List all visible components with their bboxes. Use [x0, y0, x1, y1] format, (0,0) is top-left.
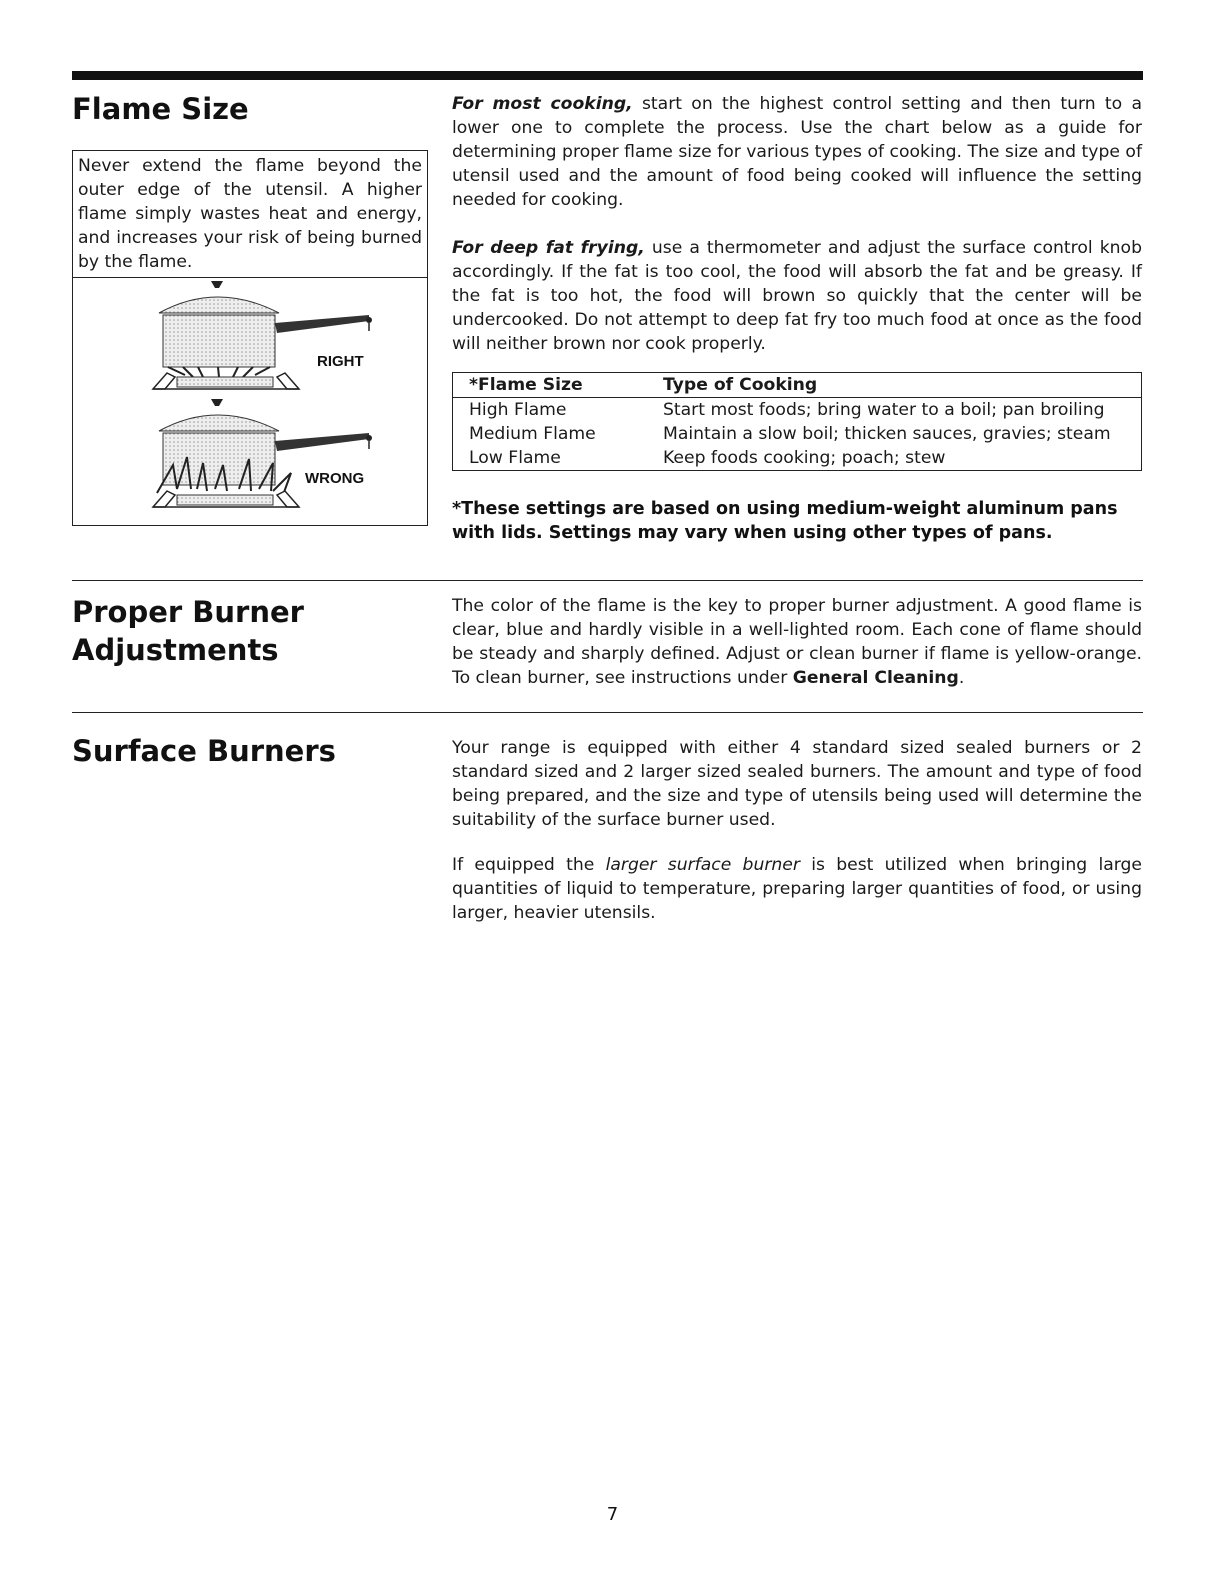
deep-fat-frying-lead: For deep fat frying,	[452, 238, 645, 258]
table-row	[453, 446, 1142, 471]
most-cooking-paragraph	[452, 92, 1142, 212]
table-cell-type-of-cooking: Maintain a slow boil; thicken sauces, gravies; steam	[663, 424, 1111, 444]
table-cell-flame-size: High Flame	[469, 400, 567, 420]
page-number: 7	[606, 1504, 619, 1525]
surface-burners-paragraph-1: Your range is equipped with either 4 standard sized sealed burners or 2 standard sized and 2 larger sized sealed burners. The amount and type of food being prepared, and the size and type of utensils being used will determine the suitability of the surface burner used.	[452, 738, 1142, 830]
general-cleaning-reference: General Cleaning	[792, 668, 959, 688]
pan-settings-note: *These settings are based on using medium-weight aluminum pans with lids. Settings may vary when using other types of pans.	[452, 499, 1118, 543]
flame-warning-text: Never extend the flame beyond the outer edge of the utensil. A higher flame simply wastes heat and energy, and increases your risk of being burned by the flame.	[73, 151, 427, 278]
section-divider	[72, 712, 1143, 713]
right-label: RIGHT	[317, 353, 364, 370]
wrong-label: WRONG	[305, 470, 365, 487]
table-cell-type-of-cooking: Start most foods; bring water to a boil; pan broiling	[663, 400, 1105, 420]
table-header-flame-size: *Flame Size	[453, 373, 664, 398]
burner-adjustments-text: The color of the flame is the key to proper burner adjustment. A good flame is clear, blue and hardly visible in a well-lighted room. Each cone of flame should be steady and sharply defined. Adjust or clean burner if flame is yellow-orange. To clean burner, see instructions under	[452, 596, 1142, 688]
table-cell-type-of-cooking: Keep foods cooking; poach; stew	[663, 448, 946, 468]
top-rule	[72, 71, 1143, 80]
surface-burners-paragraph-2	[452, 853, 1142, 925]
section-divider	[72, 580, 1143, 581]
flame-size-heading: Flame Size	[72, 92, 249, 126]
larger-surface-burner-term: larger surface burner	[605, 855, 800, 875]
burner-adjustments-paragraph	[452, 594, 1142, 690]
burner-adjustments-heading-line2: Adjustments	[72, 633, 279, 667]
burner-adjustments-heading	[72, 593, 304, 669]
table-cell-flame-size: Low Flame	[469, 448, 561, 468]
flame-size-illustration	[73, 275, 427, 525]
burner-adjustments-heading-line1: Proper Burner	[72, 595, 304, 629]
wrong-pan-illustration	[153, 399, 372, 507]
burner-adjustments-text-end: .	[958, 668, 965, 688]
most-cooking-text: start on the highest control setting and then turn to a lower one to complete the process. Use the chart below as a guide for determining proper flame size for various types of cooking. The size and type of utensil used and the amount of food being cooked will influence the setting needed for cooking.	[452, 94, 1142, 210]
deep-fat-frying-paragraph	[452, 236, 1142, 356]
deep-fat-frying-text: use a thermometer and adjust the surface control knob accordingly. If the fat is too cool, the food will absorb the fat and be greasy. If the fat is too hot, the food will brown so quickly that the center will be undercooked. Do not attempt to deep fat fry too much food at once as the food will neither brown nor cook properly.	[452, 238, 1142, 354]
surface-burners-p2-end: is best utilized when bringing large quantities of liquid to temperature, preparing larger quantities of food, or using larger, heavier utensils.	[452, 855, 1142, 923]
flame-size-table	[452, 372, 1142, 471]
table-header-row	[453, 373, 1142, 398]
right-pan-illustration	[153, 281, 372, 389]
surface-burners-p2-start: If equipped the	[452, 855, 606, 875]
flame-warning-box	[72, 150, 428, 526]
table-row	[453, 398, 1142, 423]
surface-burners-heading: Surface Burners	[72, 734, 336, 768]
table-header-type-of-cooking: Type of Cooking	[663, 373, 1142, 398]
most-cooking-lead: For most cooking,	[452, 94, 633, 114]
table-cell-flame-size: Medium Flame	[469, 424, 596, 444]
table-row	[453, 422, 1142, 446]
